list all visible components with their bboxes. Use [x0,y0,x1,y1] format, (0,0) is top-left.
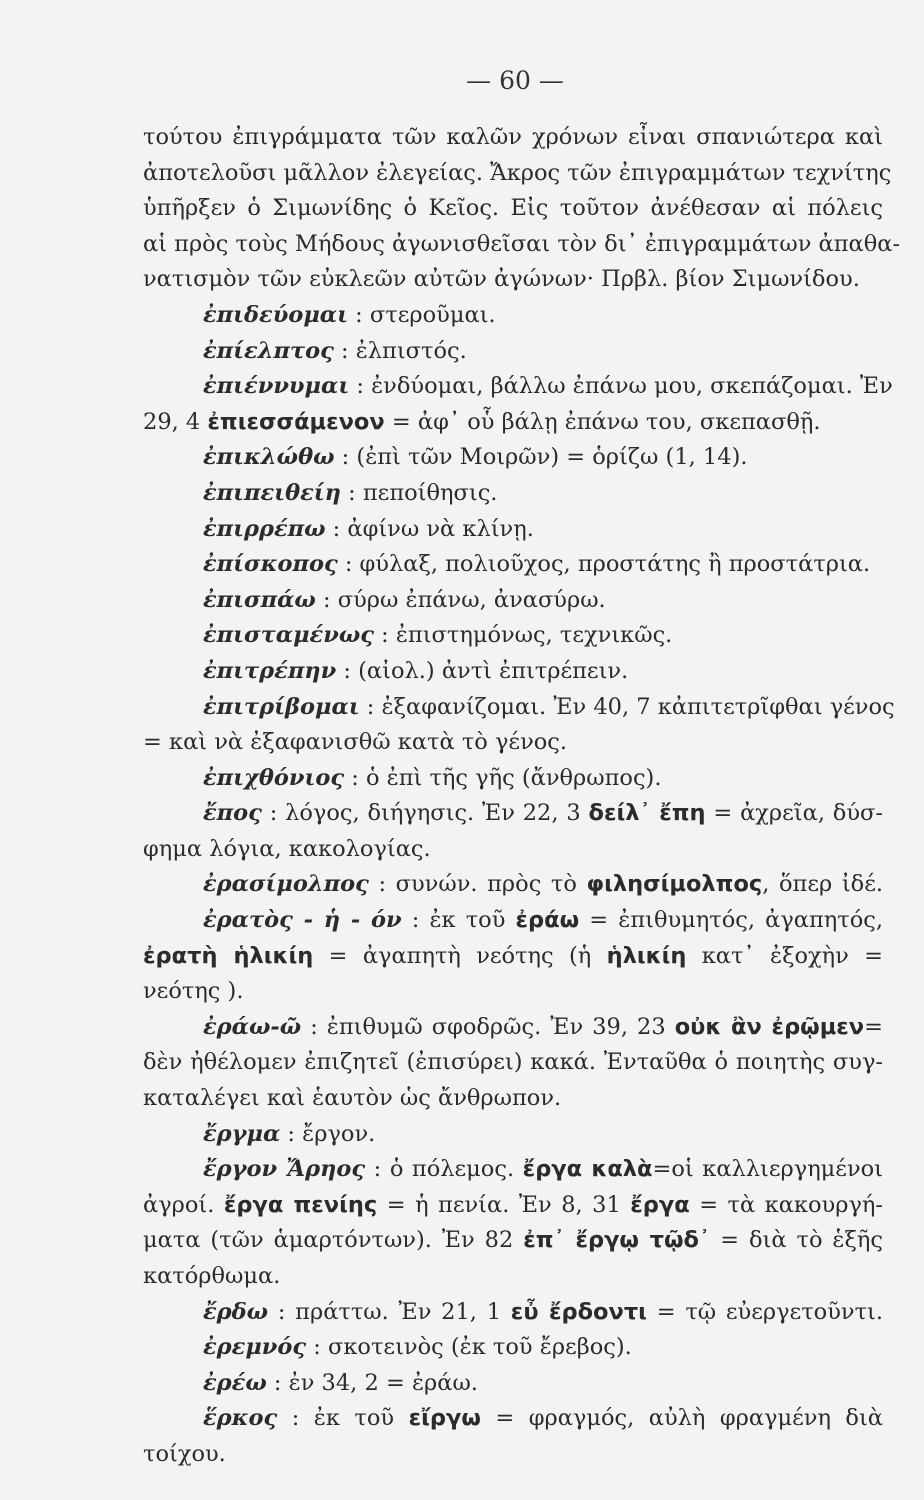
line-text: ἀγροί. [143,1191,224,1218]
line-text: δὲν ἠθέλομεν ἐπιζητεῖ (ἐπισύρει) κακά. Ἐνταῦθα ὁ ποιητὴς συγ- [143,1049,883,1076]
text-line [143,867,883,903]
line-text: : (αἰολ.) ἀντὶ ἐπιτρέπειν. [336,657,629,684]
text-line [143,476,883,512]
line-text: = ἀγαπητὴ νεότης (ἡ [313,942,607,969]
line-text: : ἐνδύομαι, βάλλω ἐπάνω μου, σκεπάζομαι. Ἐν [349,373,893,400]
line-text: τούτου ἐπιγράμματα τῶν καλῶν χρόνων εἶναι σπανιώτερα καὶ [143,124,883,150]
line-text: νατισμὸν τῶν εὐκλεῶν αὐτῶν ἀγώνων· Πρβλ. βίον Σιμωνίδου. [143,266,860,293]
quoted-phrase: εὖ ἔρδοντι [510,1298,647,1325]
line-text: αἱ πρὸς τοὺς Μήδους ἀγωνισθεῖσαι τὸν δι᾿ ἐπιγραμμάτων ἀπαθα- [143,230,901,257]
line-text: : ἐν 34, 2 = ἐράω. [266,1369,478,1396]
text-line [143,405,883,441]
headword: ἐπιέννυμαι [203,373,350,400]
line-text: : πεποίθησις. [341,479,498,506]
quoted-phrase: ἐράω [515,907,580,934]
text-line [143,547,883,583]
text-line [143,796,883,832]
text-line [143,1152,883,1188]
headword: ἐπίελπτος [203,337,334,364]
quoted-phrase: οὐκ ἂν ἐρῷμεν [674,1013,865,1040]
headword: ἐπιχθόνιος [203,764,345,791]
headword: ἔργον Ἄρηος [203,1156,366,1183]
line-text: = [864,1013,883,1040]
line-text: 29, 4 [143,408,208,435]
line-text: , ὅπερ ἰδέ. [762,871,884,898]
quoted-phrase: ἔργα πενίης [223,1191,378,1218]
quoted-phrase: ἔργα καλὰ [522,1156,653,1183]
line-text: : λόγος, διήγησις. Ἐν 22, 3 [261,800,589,827]
text-line [143,298,883,334]
line-text: : (ἐπὶ τῶν Μοιρῶν) = ὁρίζω (1, 14). [334,444,748,471]
text-line [143,227,901,263]
text-line [143,1223,883,1259]
text-line [143,1081,883,1117]
headword: ἐπιδεύομαι [203,301,349,328]
text-line [143,654,883,690]
text-line [143,761,883,797]
headword: ἐπίσκοπος [203,551,338,578]
headword: ἐπικλώθω [203,444,335,471]
quoted-phrase: ἔργα [630,1191,690,1218]
line-text: : ἐκ τοῦ [401,907,516,934]
line-text: : φύλαξ, πολιοῦχος, προστάτης ἢ προστάτρια. [337,551,871,578]
text-line [143,369,893,405]
text-line [143,903,883,939]
text-line [143,1188,883,1224]
text-line [143,1259,883,1295]
text-line [143,440,883,476]
text-line [143,1437,883,1473]
line-text: = τὰ κακουργή- [689,1191,883,1218]
text-line [143,690,895,726]
headword: ἕρκος [203,1405,278,1432]
line-text: νεότης ). [143,978,244,1005]
line-text: = διὰ τὸ ἑξῆς [710,1227,883,1254]
text-line [143,120,883,156]
quoted-phrase: ἐπ᾿ ἔργῳ τῷδ᾿ [523,1227,711,1254]
quoted-phrase: ἐπιεσσάμενον [207,408,385,435]
line-text: κατόρθωμα. [143,1263,281,1289]
headword: ἐπισταμένως [203,622,374,649]
text-line [143,1401,883,1437]
quoted-phrase: εἴργω [408,1405,481,1432]
line-text: : ἐπιθυμῶ σφοδρῶς. Ἐν 39, 23 [301,1013,675,1040]
line-text: =οἱ καλλιεργημένοι [652,1156,884,1183]
text-line [143,191,883,227]
headword: ἐπιπειθείη [203,479,341,506]
text-line [143,512,883,548]
quoted-phrase: ἐρατὴ ἡλικίη [143,942,314,969]
text-line [143,1330,883,1366]
line-text: : ἐλπιστός. [333,337,467,364]
line-text: τοίχου. [143,1440,226,1467]
line-text: = ἐπιθυμητός, ἀγαπητός, [579,907,884,934]
headword: ἐπιτρέπην [203,657,337,684]
headword: ἐπιτρίβομαι [203,693,360,720]
headword: ἔρδω [203,1298,269,1325]
line-text: = καὶ νὰ ἐξαφανισθῶ κατὰ τὸ γένος. [143,729,568,756]
quoted-phrase: δείλ᾿ ἔπη [588,800,706,827]
text-line [143,262,883,298]
quoted-phrase: ἡλικίη [606,942,687,969]
text-line [143,156,892,192]
text-line [143,1010,883,1046]
text-line [143,832,883,868]
line-text: : ὁ ἐπὶ τῆς γῆς (ἄνθρωπος). [344,764,662,791]
headword: ἐράω-ῶ [203,1013,302,1040]
line-text: = φραγμός, αὐλὴ φραγμένη διὰ [480,1405,883,1432]
headword: ἐπισπάω [203,586,316,613]
quoted-phrase: φιλησίμολπος [586,871,763,898]
text-line [143,1295,883,1331]
line-text: : πράττω. Ἐν 21, 1 [268,1298,511,1325]
line-text: : ἀφίνω νὰ κλίνῃ. [325,515,534,542]
headword: ἐρασίμολπος [203,871,369,898]
headword: ἔπος [203,800,262,827]
line-text: : ἐκ τοῦ [277,1405,409,1432]
headword: ἐρέω [203,1369,267,1396]
line-text: : ὁ πόλεμος. [365,1156,523,1183]
page-number: — 60 — [466,66,564,95]
line-text: καταλέγει καὶ ἑαυτὸν ὡς ἄνθρωπον. [143,1085,562,1112]
line-text: = τῷ εὐεργετοῦντι. [646,1298,883,1325]
text-line [143,334,883,370]
text-line [143,618,883,654]
headword: ἐρεμνός [203,1334,307,1361]
line-text: = ἡ πενία. Ἐν 8, 31 [377,1191,631,1218]
line-text: : συνών. πρὸς τὸ [368,871,587,898]
line-text: = ἀχρεῖα, δύσ- [705,800,883,827]
text-line [143,583,883,619]
line-text: φημα λόγια, κακολογίας. [143,835,431,862]
headword: ἐπιρρέπω [203,515,326,542]
text-line [143,1366,883,1402]
line-text: = ἀφ᾿ οὗ βάλῃ ἐπάνω του, σκεπασθῇ. [384,408,821,435]
line-text: : στεροῦμαι. [348,301,496,328]
line-text: κατ᾿ ἐξοχὴν = [686,942,884,969]
dictionary-text [143,120,901,1473]
line-text: : ἐπιστημόνως, τεχνικῶς. [373,622,673,649]
headword: ἐρατὸς - ἡ - όν [203,907,402,934]
text-line [143,939,883,975]
line-text: : σύρω ἐπάνω, ἀνασύρω. [315,586,606,613]
line-text: ὑπῆρξεν ὁ Σιμωνίδης ὁ Κεῖος. Εἰς τοῦτον ἀνέθεσαν αἱ πόλεις [143,195,883,222]
text-line [143,725,883,761]
line-text: ἀποτελοῦσι μᾶλλον ἐλεγείας. Ἄκρος τῶν ἐπιγραμμάτων τεχνίτης [143,159,892,186]
headword: ἔργμα [203,1120,281,1147]
text-line [143,1045,883,1081]
line-text: ματα (τῶν ἁμαρτόντων). Ἐν 82 [143,1227,524,1254]
line-text: : σκοτεινὸς (ἐκ τοῦ ἔρεβος). [306,1334,632,1361]
line-text: : ἔργον. [280,1120,376,1147]
text-line [143,974,883,1010]
line-text: : ἐξαφανίζομαι. Ἐν 40, 7 κἀπιτετρῖφθαι γένος [359,693,895,720]
text-line [143,1117,883,1153]
